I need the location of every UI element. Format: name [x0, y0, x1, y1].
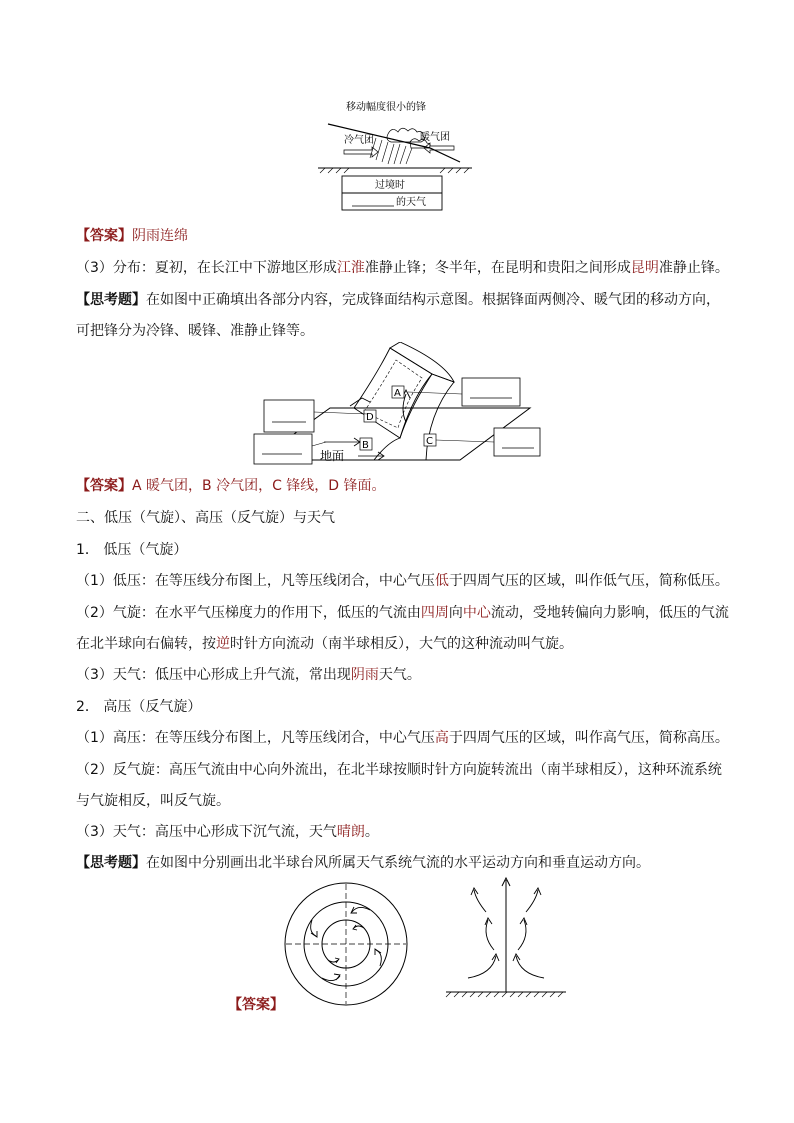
fig1-warm-label: 暖气团 [420, 132, 450, 143]
answer-1: 【答案】阴雨连绵 [76, 228, 188, 244]
fig2-label-a: A [394, 388, 401, 399]
fig2-label-d: D [366, 412, 374, 423]
high-pressure-weather: （3）天气：高压中心形成下沉气流，天气晴朗。 [76, 824, 379, 840]
fig2-ground-label: 地面 [320, 449, 345, 463]
subheading-high-pressure: 2． 高压（反气旋） [76, 699, 202, 715]
anticyclone-def: （2）反气旋：高压气流由中心向外流出，在北半球按顺时针方向旋转流出（南半球相反），这种环流系统 [76, 762, 722, 778]
cyclone-vertical-figure [440, 876, 570, 998]
stationary-front-figure [310, 96, 480, 214]
low-pressure-def: （1）低压：在等压线分布图上，凡等压线闭合，中心气压低于四周气压的区域，叫作低气压，简称低压。 [76, 573, 729, 589]
cyclone-horizontal-figure [282, 880, 410, 1008]
section-heading: 二、低压（气旋）、高压（反气旋）与天气 [76, 510, 335, 526]
fig2-label-b: B [362, 440, 369, 451]
high-pressure-def: （1）高压：在等压线分布图上，凡等压线闭合，中心气压高于四周气压的区域，叫作高气压，简称高压。 [76, 730, 729, 746]
fig1-caption: 移动幅度很小的锋 [346, 102, 426, 113]
low-pressure-weather: （3）天气：低压中心形成上升气流，常出现阴雨天气。 [76, 667, 421, 683]
think-question-2: 【思考题】在如图中分别画出北半球台风所属天气系统气流的水平运动方向和垂直运动方向。 [76, 855, 650, 871]
anticyclone-def-cont: 与气旋相反，叫反气旋。 [76, 793, 230, 809]
fig1-row1: 过境时 [375, 180, 405, 191]
paragraph-distribution: （3）分布：夏初，在长江中下游地区形成江淮准静止锋；冬半年，在昆明和贵阳之间形成昆明准静止锋。 [76, 260, 729, 276]
cyclone-def: （2）气旋：在水平气压梯度力的作用下，低压的气流由四周向中心流动，受地转偏向力影响，低压的气流 [76, 605, 729, 621]
subheading-low-pressure: 1． 低压（气旋） [76, 542, 188, 558]
front-structure-figure [250, 342, 546, 466]
fig2-label-c: C [426, 436, 433, 447]
fig1-cold-label: 冷气团 [344, 135, 374, 146]
fig1-row2: 的天气 [396, 197, 426, 208]
think-question-1: 【思考题】在如图中正确填出各部分内容，完成锋面结构示意图。根据锋面两侧冷、暖气团的移动方向， [76, 292, 720, 308]
answer-3: 【答案】 [228, 997, 284, 1013]
think-question-1-cont: 可把锋分为冷锋、暖锋、准静止锋等。 [76, 323, 314, 339]
cyclone-def-cont: 在北半球向右偏转，按逆时针方向流动（南半球相反），大气的这种流动叫气旋。 [76, 636, 573, 652]
answer-2: 【答案】A 暖气团，B 冷气团，C 锋线，D 锋面。 [76, 478, 386, 494]
